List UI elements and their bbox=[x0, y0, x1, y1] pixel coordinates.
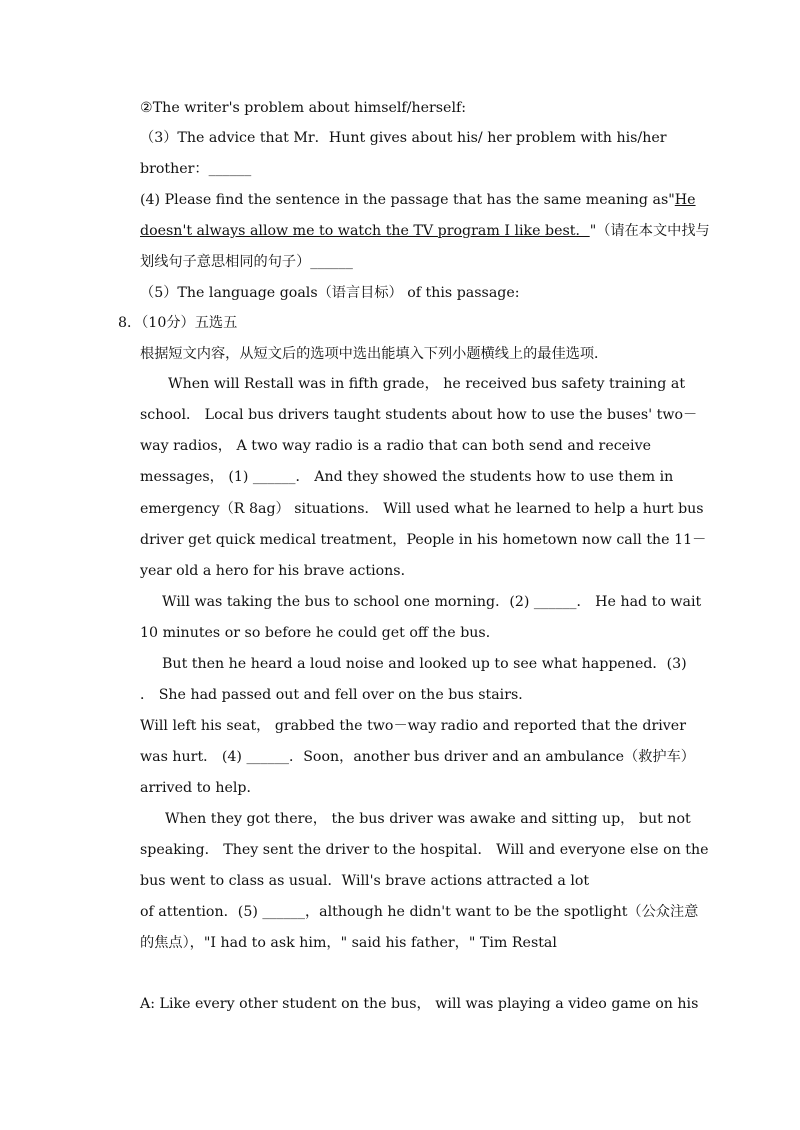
question-4-text: (4) Please find the sentence in the passage that has the same meaning as" bbox=[140, 192, 675, 208]
passage-line: emergency（R 8ag） situations． Will used what he learned to help a hurt bus bbox=[140, 501, 704, 517]
passage-line: speaking． They sent the driver to the hospital． Will and everyone else on the bbox=[140, 842, 709, 858]
question-5-line: （5）The language goals（语言目标） of this passage: bbox=[140, 285, 520, 301]
passage-line: way radios， A two way radio is a radio that can both send and receive bbox=[140, 438, 651, 454]
writer-problem-line: ②The writer's problem about himself/herself: bbox=[140, 100, 467, 116]
question-4-line-2 bbox=[140, 221, 710, 241]
passage-line: arrived to help． bbox=[140, 780, 261, 796]
underlined-sentence: doesn't always allow me to watch the TV program I like best． bbox=[140, 223, 590, 239]
underlined-sentence-start: He bbox=[674, 192, 696, 208]
passage-line: When they got there， the bus driver was awake and sitting up， but not bbox=[165, 811, 691, 827]
question-8-header: 8．（10分）五选五 bbox=[118, 315, 238, 331]
passage-line: But then he heard a loud noise and looked up to see what happened．(3) bbox=[162, 656, 687, 672]
passage-line: 10 minutes or so before he could get off the bus． bbox=[140, 625, 500, 641]
passage-line: Will left his seat， grabbed the two－way radio and reported that the driver bbox=[140, 718, 686, 734]
passage-line: was hurt． (4) ______．Soon，another bus driver and an ambulance（救护车） bbox=[140, 749, 695, 765]
passage-line: Will was taking the bus to school one morning．(2) ______． He had to wait bbox=[162, 594, 702, 610]
question-8-instruction: 根据短文内容，从短文后的选项中选出能填入下列小题横线上的最佳选项． bbox=[140, 346, 609, 362]
passage-line: year old a hero for his brave actions． bbox=[140, 563, 415, 579]
passage-line: ． She had passed out and fell over on the bus stairs． bbox=[140, 687, 533, 703]
question-4-instruction: "（请在本文中找与 bbox=[589, 223, 710, 239]
question-3-answer-blank: brother：______ bbox=[140, 161, 252, 177]
passage-line: bus went to class as usual．Will's brave actions attracted a lot bbox=[140, 873, 590, 889]
passage-line: 的焦点），"I had to ask him，" said his father，" Tim Restal bbox=[140, 935, 557, 951]
question-4-line bbox=[140, 190, 696, 210]
question-4-answer-blank: 划线句子意思相同的句子）______ bbox=[140, 254, 353, 270]
passage-line: messages， (1) ______． And they showed the students how to use them in bbox=[140, 469, 674, 485]
question-3-line: （3）The advice that Mr．Hunt gives about his/ her problem with his/her bbox=[140, 130, 667, 146]
passage-line: school． Local bus drivers taught students about how to use the buses' two－ bbox=[140, 407, 698, 423]
option-a: A: Like every other student on the bus， will was playing a video game on his bbox=[140, 996, 699, 1012]
passage-line: driver get quick medical treatment，People in his hometown now call the 11－ bbox=[140, 532, 707, 548]
passage-line: When will Restall was in fifth grade， he received bus safety training at bbox=[168, 376, 686, 392]
passage-line: of attention．(5) ______，although he didn't want to be the spotlight（公众注意 bbox=[140, 904, 699, 920]
